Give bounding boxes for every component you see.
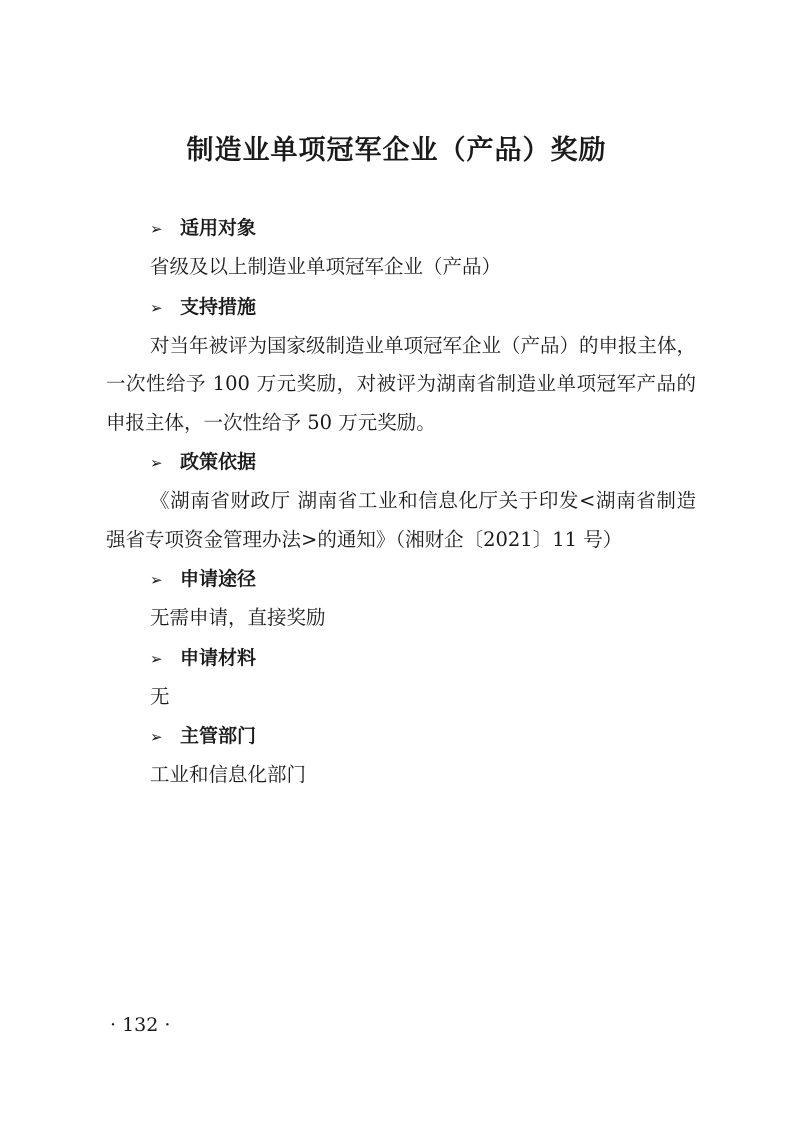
section-body-channel: 无需申请，直接奖励 <box>150 606 326 629</box>
page-number: · 132 · <box>110 1014 171 1036</box>
section-heading-label: 申请途径 <box>180 568 257 590</box>
section-heading-label: 政策依据 <box>180 451 257 473</box>
arrow-bullet-icon: ➢ <box>150 649 163 668</box>
policy-content <box>106 208 696 795</box>
arrow-bullet-icon: ➢ <box>150 728 163 746</box>
arrow-bullet-icon: ➢ <box>150 571 163 589</box>
section-heading-target <box>106 208 696 248</box>
section-heading-measures <box>106 287 696 327</box>
section-heading-label: 主管部门 <box>180 725 257 747</box>
section-body-target: 省级及以上制造业单项冠军企业（产品） <box>150 255 502 278</box>
section-body-measures: 对当年被评为国家级制造业单项冠军企业（产品）的申报主体，一次性给予 100 万元奖励，对被评为湖南省制造业单项冠军产品的申报主体，一次性给予 50 万元奖励。 <box>106 333 697 434</box>
section-heading-materials <box>106 638 696 678</box>
arrow-bullet-icon: ➢ <box>150 220 163 238</box>
section-body-department: 工业和信息化部门 <box>150 763 307 786</box>
page-title: 制造业单项冠军企业（产品）奖励 <box>186 135 607 166</box>
section-heading-basis <box>106 442 696 482</box>
arrow-bullet-icon: ➢ <box>150 454 163 472</box>
section-heading-label: 申请材料 <box>180 646 257 669</box>
section-body-basis: 《湖南省财政厅 湖南省工业和信息化厅关于印发<湖南省制造强省专项资金管理办法>的通知》（湘财企〔2021〕11 号） <box>106 489 696 551</box>
section-body-materials: 无 <box>150 684 170 708</box>
arrow-bullet-icon: ➢ <box>150 298 163 317</box>
section-heading-label: 适用对象 <box>180 217 257 239</box>
section-heading-channel <box>106 559 696 599</box>
section-heading-department <box>106 716 696 756</box>
section-heading-label: 支持措施 <box>180 295 257 318</box>
